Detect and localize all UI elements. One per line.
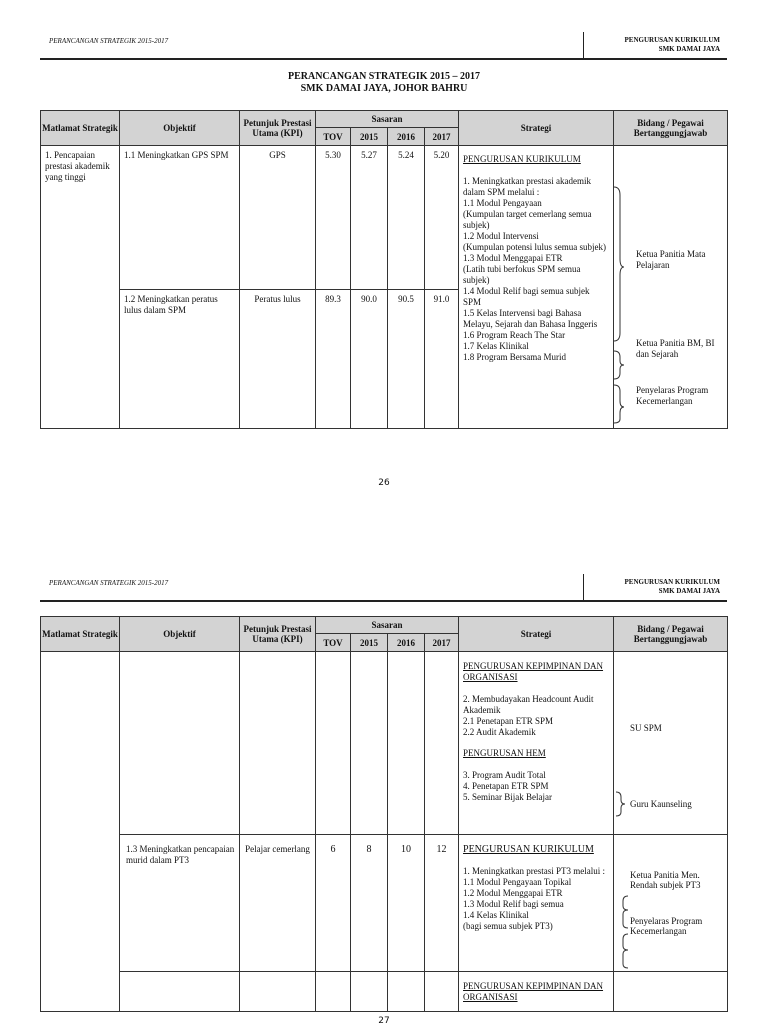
bracket-icon xyxy=(612,185,626,425)
bidang-text: Ketua Panitia BM, BI dan Sejarah xyxy=(636,338,715,359)
tov-value: 6 xyxy=(330,844,336,855)
header-rule xyxy=(40,600,727,602)
y2017-cell xyxy=(425,290,459,429)
strategi-cell xyxy=(459,972,614,1012)
strategi-item: (Kumpulan potensi lulus semua subjek) xyxy=(463,242,606,252)
th-kpi: Petunjuk Prestasi Utama (KPI) xyxy=(240,617,316,652)
header-rule xyxy=(40,58,727,60)
y2016-cell xyxy=(388,972,425,1012)
strategi-heading: PENGURUSAN KURIKULUM xyxy=(463,154,581,164)
kpi-cell xyxy=(240,652,316,835)
th-2017: 2017 xyxy=(425,634,459,652)
bidang-text: Ketua Panitia Mata Pelajaran xyxy=(636,249,706,270)
bidang-text: Ketua Panitia Men. Rendah subjek PT3 xyxy=(630,870,701,890)
tov-cell xyxy=(316,652,351,835)
kpi-cell xyxy=(240,972,316,1012)
kpi-cell xyxy=(240,290,316,429)
y2015-cell xyxy=(351,972,388,1012)
y2016-value: 10 xyxy=(401,844,411,855)
strategi-item: 1.4 Modul Relif bagi semua subjek SPM xyxy=(463,286,590,307)
y2016-cell xyxy=(388,652,425,835)
y2015-value: 8 xyxy=(366,844,372,855)
th-2016: 2016 xyxy=(388,634,425,652)
kpi-cell xyxy=(240,146,316,290)
strategi-item: (bagi semua subjek PT3) xyxy=(463,921,553,931)
objektif-cell xyxy=(120,835,240,972)
th-strategi: Strategi xyxy=(459,111,614,146)
header-right-line1: PENGURUSAN KURIKULUM xyxy=(624,36,720,44)
bidang-cell xyxy=(614,972,728,1012)
strategi-item: 1. Meningkatkan prestasi akademik dalam SPM melalui : xyxy=(463,176,591,197)
y2016-cell xyxy=(388,290,425,429)
th-sasaran: Sasaran xyxy=(316,617,459,634)
strategi-cell xyxy=(459,146,614,429)
strategi-item: 1.3 Modul Relif bagi semua xyxy=(463,899,564,909)
strategi-item: 1. Meningkatkan prestasi PT3 melalui : xyxy=(463,866,605,876)
y2016-value: 90.5 xyxy=(398,294,414,304)
th-objektif: Objektif xyxy=(120,111,240,146)
th-kpi: Petunjuk Prestasi Utama (KPI) xyxy=(240,111,316,146)
th-2015: 2015 xyxy=(351,634,388,652)
strategi-item: 4. Penetapan ETR SPM xyxy=(463,781,549,791)
bidang-text: Guru Kaunseling xyxy=(630,799,692,809)
kpi-text: GPS xyxy=(269,150,286,160)
page-header-right xyxy=(625,578,720,596)
matlamat-cell xyxy=(41,146,120,429)
strategi-item: 3. Program Audit Total xyxy=(463,770,546,780)
objektif-cell xyxy=(120,290,240,429)
objektif-cell xyxy=(120,972,240,1012)
bidang-cell xyxy=(614,146,728,429)
strategi-item: 2.1 Penetapan ETR SPM xyxy=(463,716,554,726)
strategi-heading: PENGURUSAN KURIKULUM xyxy=(463,844,594,855)
y2015-cell xyxy=(351,835,388,972)
y2015-value: 90.0 xyxy=(361,294,377,304)
objektif-text: 1.1 Meningkatkan GPS SPM xyxy=(124,150,229,160)
kpi-cell xyxy=(240,835,316,972)
strategi-item: 1.3 Modul Menggapai ETR xyxy=(463,253,563,263)
title-line2: SMK DAMAI JAYA, JOHOR BAHRU xyxy=(300,83,468,94)
page-header-left: PERANCANGAN STRATEGIK 2015-2017 xyxy=(49,37,169,45)
strategi-item: (Kumpulan target cemerlang semua subjek) xyxy=(463,209,592,230)
matlamat-text: 1. Pencapaian prestasi akademik yang tinggi xyxy=(45,150,110,182)
matlamat-cell xyxy=(41,652,120,1012)
strategi-list xyxy=(459,146,613,367)
bracket-icon xyxy=(620,894,632,974)
strategi-item: 1.8 Program Bersama Murid xyxy=(463,352,566,362)
y2017-cell xyxy=(425,652,459,835)
th-tov: TOV xyxy=(316,128,351,146)
strategi-block-kepimpinan xyxy=(459,652,613,807)
header-divider xyxy=(583,32,584,60)
y2017-cell xyxy=(425,835,459,972)
document-title xyxy=(0,71,768,95)
tov-value: 89.3 xyxy=(325,294,341,304)
y2015-value: 5.27 xyxy=(361,150,377,160)
th-tov: TOV xyxy=(316,634,351,652)
strategi-item: (Latih tubi berfokus SPM semua subjek) xyxy=(463,264,581,285)
strategi-item: 5. Seminar Bijak Belajar xyxy=(463,792,552,802)
th-objektif: Objektif xyxy=(120,617,240,652)
y2015-cell xyxy=(351,290,388,429)
th-2017: 2017 xyxy=(425,128,459,146)
strategi-block-kepimpinan-2 xyxy=(459,972,613,1007)
strategi-item: 2.2 Audit Akademik xyxy=(463,727,536,737)
strategi-item: 1.1 Modul Pengayaan xyxy=(463,198,542,208)
y2017-value: 91.0 xyxy=(433,294,450,304)
strategi-item: 1.6 Program Reach The Star xyxy=(463,330,566,340)
objektif-text: 1.3 Meningkatkan pencapaian murid dalam PT3 xyxy=(126,844,235,865)
tov-cell xyxy=(316,972,351,1012)
th-matlamat: Matlamat Strategik xyxy=(41,111,120,146)
y2017-value: 12 xyxy=(436,844,447,855)
th-sasaran: Sasaran xyxy=(316,111,459,128)
y2016-value: 5.24 xyxy=(398,150,414,160)
header-right-line2: SMK DAMAI JAYA xyxy=(658,45,720,53)
page-header-right xyxy=(625,36,720,54)
tov-cell xyxy=(316,290,351,429)
th-bidang: Bidang / Pegawai Bertanggungjawab xyxy=(614,111,728,146)
header-divider xyxy=(583,574,584,602)
strategi-item: 2. Membudayakan Headcount Audit Akademik xyxy=(463,694,594,715)
strategi-cell xyxy=(459,835,614,972)
th-strategi: Strategi xyxy=(459,617,614,652)
y2017-cell xyxy=(425,972,459,1012)
strategi-item: 1.5 Kelas Intervensi bagi Bahasa Melayu, Sejarah dan Bahasa Inggeris xyxy=(463,308,598,329)
header-right-line1: PENGURUSAN KURIKULUM xyxy=(624,578,720,586)
strategi-item: 1.2 Modul Menggapai ETR xyxy=(463,888,563,898)
strategi-heading: PENGURUSAN KEPIMPINAN DAN ORGANISASI xyxy=(463,981,604,1002)
y2015-cell xyxy=(351,146,388,290)
strategi-heading: PENGURUSAN KEPIMPINAN DAN ORGANISASI xyxy=(463,661,604,682)
tov-value: 5.30 xyxy=(325,150,341,160)
bidang-text: Penyelaras Program Kecemerlangan xyxy=(636,385,709,406)
strategi-item: 1.7 Kelas Klinikal xyxy=(463,341,529,351)
bidang-text: Penyelaras Program Kecemerlangan xyxy=(630,916,703,936)
y2016-cell xyxy=(388,146,425,290)
y2015-cell xyxy=(351,652,388,835)
page-number: 27 xyxy=(378,1016,390,1026)
th-bidang: Bidang / Pegawai Bertanggungjawab xyxy=(614,617,728,652)
y2017-value: 5.20 xyxy=(433,150,450,160)
th-2015: 2015 xyxy=(351,128,388,146)
y2016-cell xyxy=(388,835,425,972)
objektif-cell xyxy=(120,146,240,290)
page-header-left: PERANCANGAN STRATEGIK 2015-2017 xyxy=(49,579,169,587)
strategi-item: 1.1 Modul Pengayaan Topikal xyxy=(463,877,572,887)
bracket-icon xyxy=(614,790,628,818)
bidang-text: SU SPM xyxy=(630,723,662,733)
bidang-cell xyxy=(614,652,728,835)
th-2016: 2016 xyxy=(388,128,425,146)
y2017-cell xyxy=(425,146,459,290)
kpi-text: Peratus lulus xyxy=(254,294,301,304)
strategi-block-kurikulum xyxy=(459,835,613,936)
objektif-cell xyxy=(120,652,240,835)
strategi-item: 1.4 Kelas Klinikal xyxy=(463,910,529,920)
objektif-text: 1.2 Meningkatkan peratus lulus dalam SPM xyxy=(124,294,218,315)
strategi-heading: PENGURUSAN HEM xyxy=(463,748,546,758)
strategi-cell xyxy=(459,652,614,835)
tov-cell xyxy=(316,835,351,972)
strategi-item: 1.2 Modul Intervensi xyxy=(463,231,539,241)
header-right-line2: SMK DAMAI JAYA xyxy=(658,587,720,595)
tov-cell xyxy=(316,146,351,290)
page-number: 26 xyxy=(378,478,390,488)
kpi-text: Pelajar cemerlang xyxy=(245,844,310,854)
title-line1: PERANCANGAN STRATEGIK 2015 – 2017 xyxy=(287,71,481,82)
th-matlamat: Matlamat Strategik xyxy=(41,617,120,652)
